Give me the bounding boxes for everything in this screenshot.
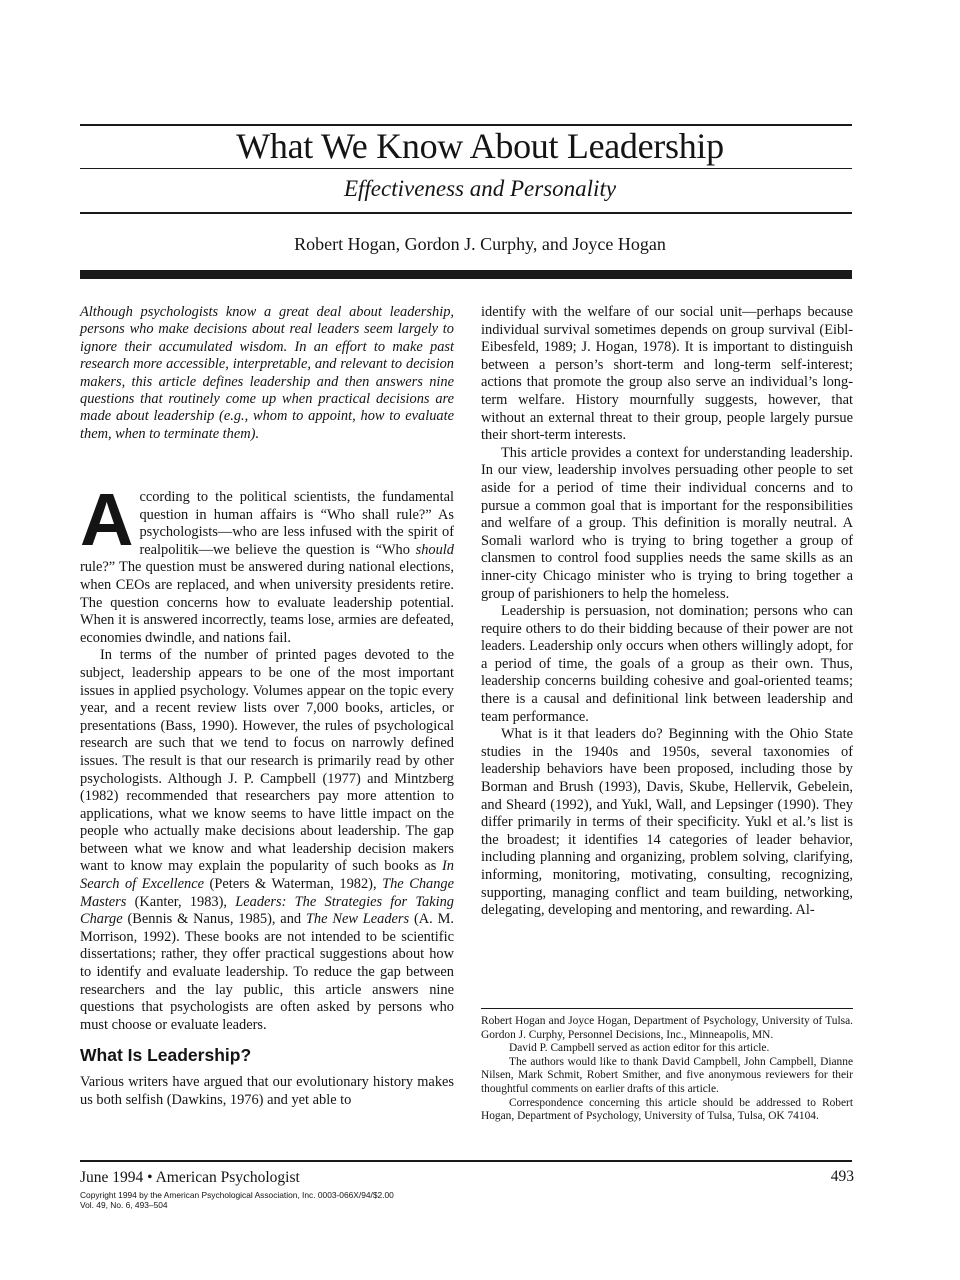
- volume-line: Vol. 49, No. 6, 493–504: [80, 1199, 168, 1210]
- footnote-acknowledgment: The authors would like to thank David Campbell, John Campbell, Dianne Nilsen, Mark Schmit, Robert Smither, and five anonymous reviewers for their thoughtful comments on earlier drafts of this article.: [481, 1055, 853, 1095]
- paragraph: Leadership is persuasion, not domination; persons who can require others to do their bidding because of their power are not leaders. Leadership only occurs when others willingly adopt, for a period of time, the goals of a group as their own. Thus, leadership concerns building cohesive and goal-oriented teams; there is a causal and definitional link between leadership and team performance.: [481, 603, 853, 725]
- left-column: [80, 478, 455, 1110]
- footnotes: [481, 1015, 853, 1124]
- footnote-editor: David P. Campbell served as action editor for this article.: [509, 1042, 770, 1055]
- paragraph: In terms of the number of printed pages devoted to the subject, leadership appears to be one of the most important issues in applied psychology. Volumes appear on the topic every year, and a recent review lists over 7,000 books, articles, or presentations (Bass, 1990). However, the rules of psychological research are such that we tend to focus on narrowly defined issues. The result is that our research is primarily read by other psychologists. Although J. P. Campbell (1977) and Mintzberg (1982) recommended that researchers pay more attention to applications, what we know seems to have little impact on the people who actually make decisions about leadership. The gap between what we know and what leadership decision makers want to know may explain the popularity of such books as In Search of Excellence (Peters & Waterman, 1982), The Change Masters (Kanter, 1983), Leaders: The Strategies for Taking Charge (Bennis & Nanus, 1985), and The New Leaders (A. M. Morrison, 1992). These books are not intended to be scientific dissertations; rather, they offer practical suggestions about how to identify and evaluate leadership. To reduce the gap between researchers and the lay public, this article answers nine questions that psychologists are often asked by persons who must choose or evaluate leaders.: [80, 647, 455, 1033]
- paragraph: identify with the welfare of our social unit—perhaps because individual survival sometimes depends on group survival (Eibl-Eibesfeld, 1989; J. Hogan, 1978). It is important to distinguish between a person’s short-term and long-term self-interest; actions that promote the group also serve an individual’s long-term welfare. History mournfully suggests, however, that without an external threat to their group, people largely pursue their short-term interests.: [481, 304, 853, 444]
- journal-footer: June 1994 • American Psychologist: [80, 1169, 300, 1186]
- copyright-line: Copyright 1994 by the American Psychological Association, Inc. 0003-066X/94/$2.00: [80, 1190, 394, 1200]
- footnote-correspondence: Correspondence concerning this article should be addressed to Robert Hogan, Department of Psychology, University of Tulsa, Tulsa, OK 74104.: [481, 1096, 853, 1123]
- page-number: 493: [830, 1168, 854, 1185]
- article-subtitle: Effectiveness and Personality: [343, 176, 617, 201]
- abstract: Although psychologists know a great deal about leadership, persons who make decisions about real leaders seem largely to ignore their accumulated wisdom. In an effort to make past research more accessible, interpretable, and relevant to decision makers, this article defines leadership and then answers nine questions that routinely come up when practical decisions are made about leadership (e.g., whom to appoint, how to evaluate them, when to terminate them).: [80, 304, 454, 442]
- paragraph: What is it that leaders do? Beginning with the Ohio State studies in the 1940s and 1950s, several taxonomies of leadership behaviors have been proposed, including those by Borman and Brush (1993), Davis, Skube, Hellervik, Gebelein, and Sheard (1992), and Yukl, Wall, and Lepsinger (1990). They differ primarily in terms of their specificity. Yukl et al.’s list is the broadest; it identifies 14 categories of leader behavior, including planning and organizing, problem solving, clarifying, informing, monitoring, motivating, consulting, recognizing, supporting, managing conflict and team building, networking, delegating, developing and mentoring, and rewarding. Al-: [481, 726, 853, 919]
- footnote-rule: [481, 1008, 853, 1009]
- footer-rule: [80, 1160, 852, 1162]
- intro-paragraph: According to the political scientists, the fundamental question in human affairs is “Who shall rule?” As psychologists—who are less infused with the spirit of realpolitik—we believe the question is “Who should rule?” The question must be answered during national elections, when CEOs are replaced, and when university presidents retire. The question concerns how to evaluate leadership potential. When it is answered incorrectly, teams lose, armies are defeated, economies dwindle, and nations fail.: [80, 478, 454, 646]
- author-list: Robert Hogan, Gordon J. Curphy, and Joyce Hogan: [294, 234, 666, 254]
- right-column: [481, 304, 853, 920]
- article-title: What We Know About Leadership: [236, 126, 724, 166]
- paragraph: This article provides a context for understanding leadership. In our view, leadership involves persuading other people to set aside for a period of time their individual concerns and to pursue a common goal that is important for the responsibilities and welfare of a group. This definition is morally neutral. A Somali warlord who is trying to bring together a group of clansmen to control food supplies needs the same skills as an inner-city Chicago minister who is trying to bring together a group of parishioners to help the homeless.: [481, 444, 853, 602]
- thick-bar: [80, 270, 852, 279]
- title-rule: [80, 168, 852, 169]
- footnote-affiliation: Robert Hogan and Joyce Hogan, Department of Psychology, University of Tulsa. Gordon J. Curphy, Personnel Decisions, Inc., Minneapolis, MN.: [481, 1015, 853, 1041]
- section-heading: What Is Leadership?: [80, 1045, 252, 1066]
- subtitle-rule: [80, 212, 852, 214]
- copyright-notice: [80, 1191, 580, 1210]
- paragraph: Various writers have argued that our evolutionary history makes us both selfish (Dawkins, 1976) and yet able to: [80, 1074, 454, 1108]
- drop-cap: A: [80, 478, 134, 561]
